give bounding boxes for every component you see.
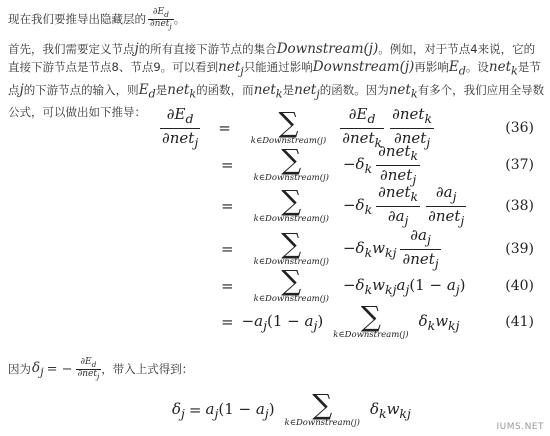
equation-number-41: (41) xyxy=(505,314,534,330)
equation-40: = ∑ k∈Downstream(j) $-\delta_kw_{kj}a_j(1 - a_j)$ (40) xyxy=(221,264,534,304)
equation-38: = ∑ k∈Downstream(j) $-\delta_k$ $\frac{\partial net_k}{\partial a_j}$ $\frac{\partial a_j}{\partial net_j}$ (38) xyxy=(221,183,534,228)
intro-text: 现在我们要推导出隐藏层的 xyxy=(8,12,146,26)
equation-number-40: (40) xyxy=(505,278,534,294)
definition-paragraph: 首先，我们需要定义节点j的所有直接下游节点的集合Downstream(j)。例如，对于节点4来说，它的直接下游节点是节点8、节点9。可以看到net$_j$只能通过影响Downstream(j)再影响$E_d$。设net$_k$是节点j的下游节点的输入，则$E_d$是net$_k$的函数，而net$_k$是net$_j$的函数。因为net$_k$有多个，我们应用全导数公式，可以做出如下推导： xyxy=(8,41,545,120)
conclusion-line: 因为 $\delta_j$ = − $\frac{\partial E_d}{\partial net_j}$ ，带入上式得到： xyxy=(8,357,194,381)
equation-39: = ∑ k∈Downstream(j) $-\delta_kw_{kj}$ $\frac{\partial a_j}{\partial net_j}$ (39) xyxy=(221,226,534,271)
equation-41: = $-a_j(1 - a_j)$ ∑ k∈Downstream(j) $\delta_kw_{kj}$ (41) xyxy=(221,300,534,340)
final-equation: $\delta_j$ = $a_j(1 - a_j)$ ∑ k∈Downstream(j) $\delta_kw_{kj}$ xyxy=(172,388,411,428)
intro-tail: 。 xyxy=(173,12,186,26)
equation-36: $\frac{\partial E_d}{\partial net_j}$ = ∑ k∈Downstream(j) $\frac{\partial E_d}{\partial net_k}$ $\frac{\partial net_k}{\partial net_j}$ (36) xyxy=(162,105,534,150)
equation-number-37: (37) xyxy=(505,157,534,173)
intro-fraction: $\frac{\partial E_d}{\partial net_j}$ xyxy=(150,7,172,31)
equation-number-39: (39) xyxy=(505,241,534,257)
equation-37: = ∑ k∈Downstream(j) $-\delta_k$ $\frac{\partial net_k}{\partial net_j}$ (37) xyxy=(221,142,534,187)
intro-line xyxy=(8,8,185,30)
watermark: IUMS.NET xyxy=(496,422,544,432)
equation-number-36: (36) xyxy=(505,120,534,136)
equation-number-38: (38) xyxy=(505,198,534,214)
